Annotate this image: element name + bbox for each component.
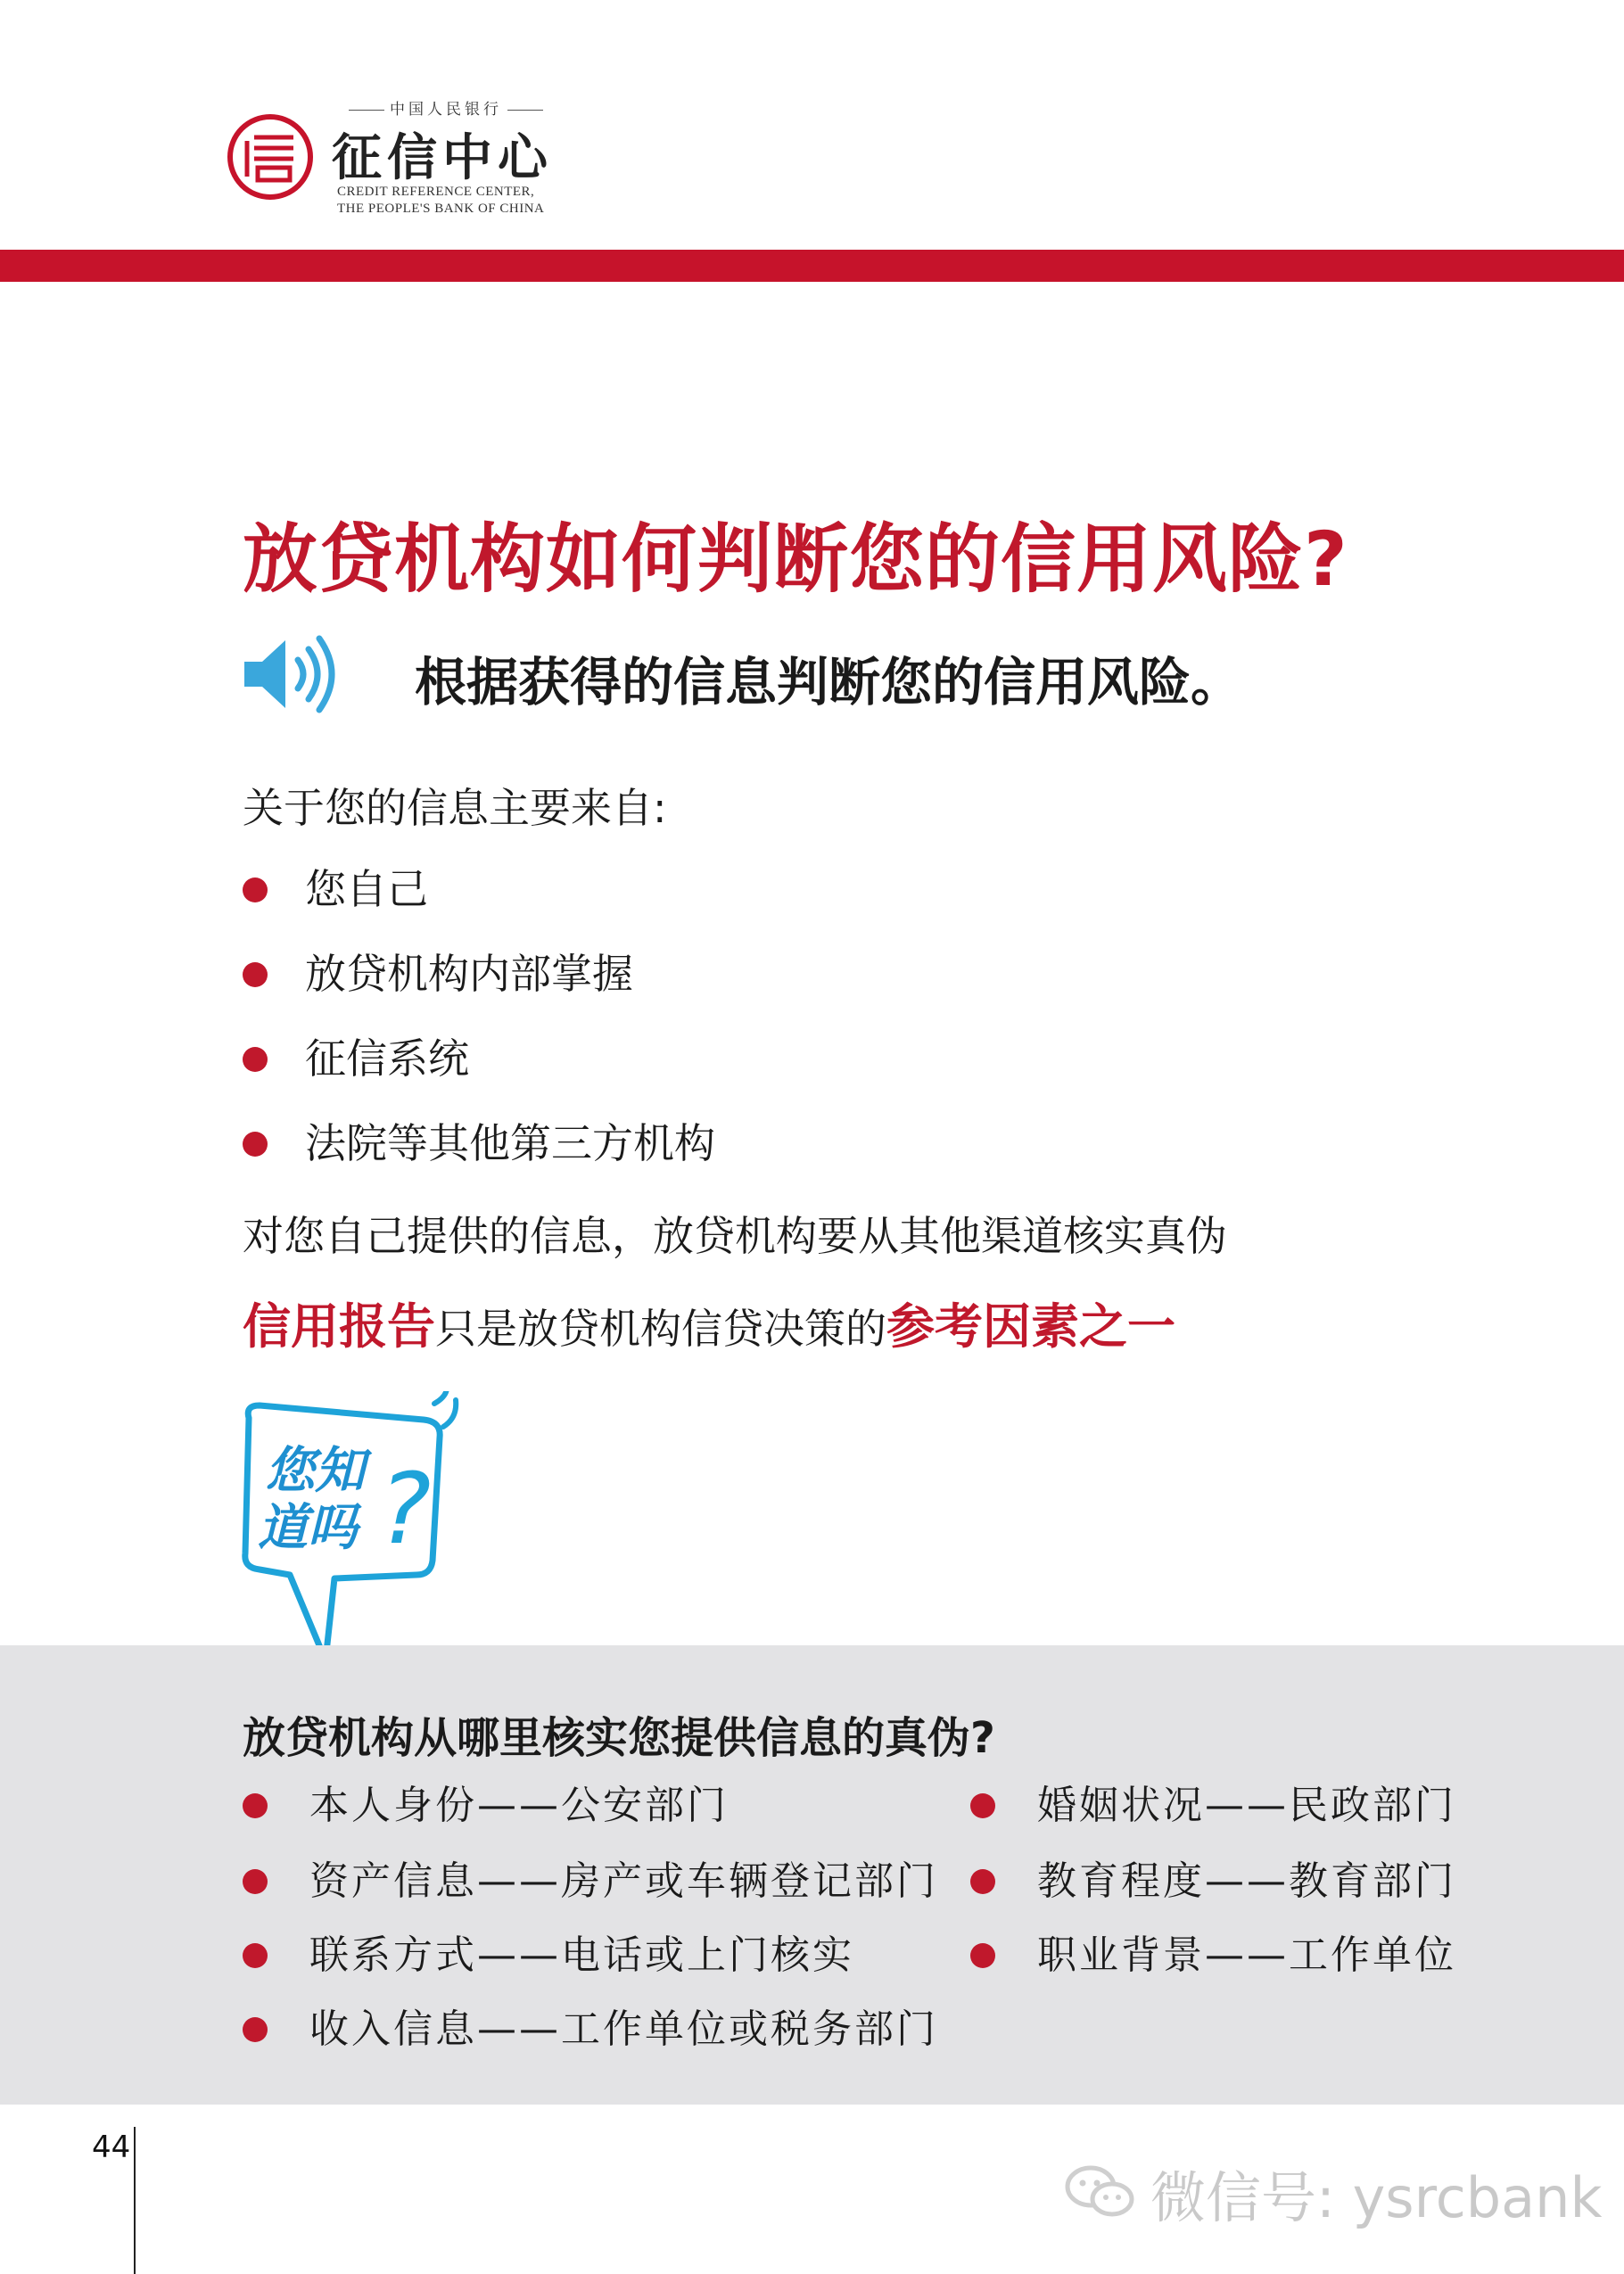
bullet-dot bbox=[243, 962, 268, 987]
bullet-dot bbox=[243, 2017, 268, 2042]
highlight-credit-report: 信用报告 bbox=[243, 1298, 435, 1355]
list-item-text: 本人身份——公安部门 bbox=[309, 1783, 729, 1828]
org-name-small: 中国人民银行 bbox=[334, 96, 557, 119]
header-red-band bbox=[0, 250, 1624, 282]
list-item-text: 收入信息——工作单位或税务部门 bbox=[309, 2006, 938, 2052]
page-title: 放贷机构如何判断您的信用风险? bbox=[243, 515, 1348, 603]
verification-question: 放贷机构从哪里核实您提供信息的真伪? bbox=[243, 1713, 995, 1763]
page-margin-rule bbox=[134, 2127, 136, 2274]
bullet-dot bbox=[970, 1869, 995, 1894]
org-title: 征信中心 bbox=[332, 128, 553, 187]
org-english-line-1: CREDIT REFERENCE CENTER, bbox=[337, 185, 535, 199]
did-you-know-bubble-icon bbox=[236, 1391, 495, 1677]
bullet-dot bbox=[243, 1793, 268, 1818]
wechat-watermark: 微信号: ysrcbank bbox=[1150, 2165, 1603, 2230]
verify-note: 对您自己提供的信息，放贷机构要从其他渠道核实真伪 bbox=[243, 1212, 1227, 1260]
highlight-reference-factor: 参考因素之一 bbox=[886, 1298, 1175, 1355]
bubble-line-1: 您知 bbox=[265, 1442, 365, 1500]
list-item-text: 资产信息——房产或车辆登记部门 bbox=[309, 1858, 938, 1904]
org-english-line-2: THE PEOPLE'S BANK OF CHINA bbox=[337, 202, 545, 216]
list-item-text: 教育程度——教育部门 bbox=[1037, 1858, 1456, 1904]
credit-line-middle: 只是放贷机构信贷决策的 bbox=[435, 1305, 886, 1353]
bullet-dot bbox=[970, 1943, 995, 1968]
list-item-text: 您自己 bbox=[305, 865, 428, 913]
wechat-icon bbox=[1064, 2162, 1137, 2220]
bullet-dot bbox=[243, 1943, 268, 1968]
list-item-text: 放贷机构内部掌握 bbox=[305, 950, 633, 998]
sources-intro: 关于您的信息主要来自: bbox=[243, 784, 667, 832]
list-item-text: 职业背景——工作单位 bbox=[1037, 1932, 1456, 1978]
list-item-text: 法院等其他第三方机构 bbox=[305, 1119, 715, 1167]
bullet-dot bbox=[243, 1047, 268, 1072]
list-item-text: 婚姻状况——民政部门 bbox=[1037, 1783, 1456, 1828]
list-item-text: 联系方式——电话或上门核实 bbox=[309, 1932, 854, 1978]
subtitle: 根据获得的信息判断您的信用风险。 bbox=[415, 652, 1243, 713]
bullet-dot bbox=[970, 1793, 995, 1818]
credit-report-note bbox=[243, 1289, 1175, 1357]
bubble-question-mark: ? bbox=[379, 1452, 432, 1566]
bubble-line-2: 道吗 bbox=[258, 1499, 358, 1557]
bullet-dot bbox=[243, 877, 268, 902]
page-number: 44 bbox=[92, 2130, 131, 2165]
bullet-dot bbox=[243, 1132, 268, 1157]
credit-seal-logo bbox=[227, 114, 313, 200]
bullet-dot bbox=[243, 1869, 268, 1894]
speaker-icon bbox=[241, 630, 348, 719]
list-item-text: 征信系统 bbox=[305, 1034, 469, 1083]
